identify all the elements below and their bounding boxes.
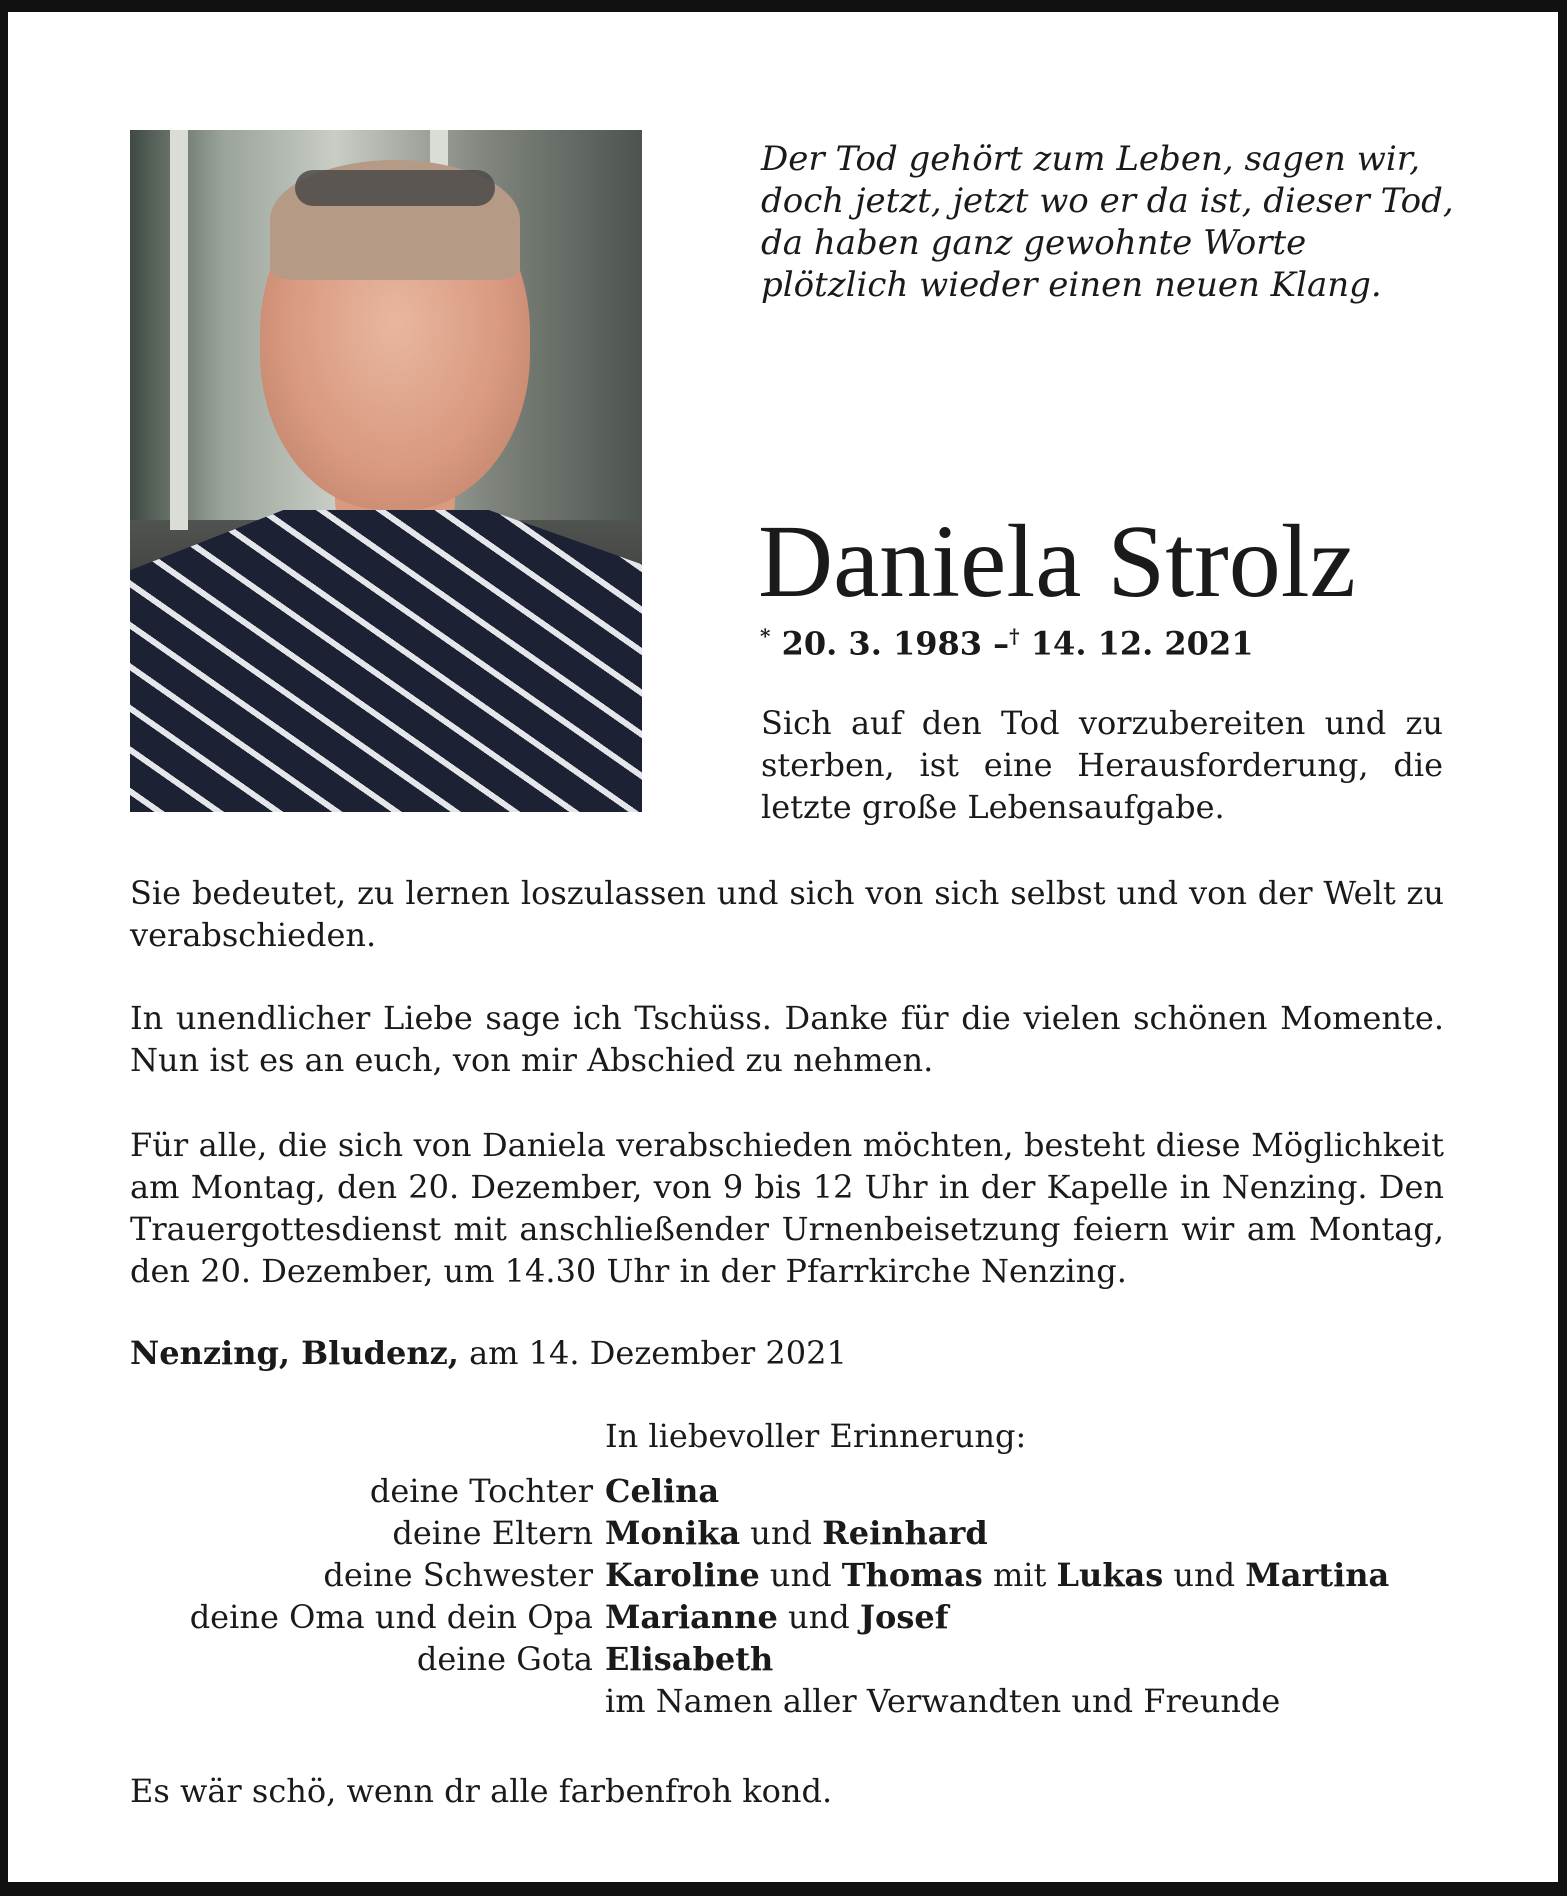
conjunction: mit (992, 1556, 1047, 1594)
birth-date: 20. 3. 1983 (781, 624, 983, 663)
photo-patterned-shirt (130, 510, 642, 812)
relation-label: deine Eltern (392, 1514, 593, 1552)
family-name: Monika (605, 1514, 741, 1552)
quote-line: doch jetzt, jetzt wo er da ist, dieser Tod, (761, 181, 1454, 221)
deceased-name: Daniela Strolz (758, 504, 1356, 619)
conjunction: und (750, 1514, 812, 1552)
quote-line: Der Tod gehört zum Leben, sagen wir, (761, 139, 1421, 179)
family-name: Thomas (841, 1556, 983, 1594)
death-date: 14. 12. 2021 (1030, 624, 1254, 663)
place-and-date (130, 1334, 847, 1372)
relation-names (605, 1556, 1389, 1594)
conjunction: und (1173, 1556, 1236, 1594)
family-row-grosseltern (130, 1598, 1460, 1640)
family-list (130, 1472, 1460, 1724)
family-row-tochter (130, 1472, 1460, 1514)
quote-line: plötzlich wieder einen neuen Klang. (761, 265, 1382, 305)
relation-names (605, 1640, 773, 1678)
family-name: Elisabeth (605, 1640, 774, 1678)
obituary-page (8, 12, 1558, 1882)
family-name: Martina (1245, 1556, 1390, 1594)
portrait-photo (130, 130, 642, 812)
photo-sunglasses (295, 170, 495, 206)
family-row-schwester (130, 1556, 1460, 1598)
family-name: Reinhard (822, 1514, 988, 1552)
relation-names (605, 1598, 948, 1636)
conjunction: und (787, 1598, 850, 1636)
memory-heading: In liebevoller Erinnerung: (605, 1417, 1027, 1455)
closing-line: Es wär schö, wenn dr alle farbenfroh kond. (130, 1772, 833, 1810)
life-dates (760, 624, 1253, 663)
family-row-others (130, 1682, 1460, 1724)
quote-line: da haben ganz gewohnte Worte (761, 223, 1307, 263)
family-name: Josef (859, 1598, 949, 1636)
family-name: Marianne (605, 1598, 778, 1636)
relation-names (605, 1514, 988, 1552)
relation-names (605, 1472, 719, 1510)
paragraph-letting-go: Sie bedeutet, zu lernen loszulassen und sich von sich selbst und von der Welt zu verabschieden. (130, 874, 1444, 954)
photo-window-frame (170, 130, 188, 530)
family-row-eltern (130, 1514, 1460, 1556)
family-name: Karoline (605, 1556, 760, 1594)
intro-paragraph: Sich auf den Tod vorzubereiten und zu sterben, ist eine Herausforderung, die letzte große Lebensaufgabe. (761, 704, 1443, 826)
notice-date: am 14. Dezember 2021 (469, 1334, 847, 1372)
family-row-gota (130, 1640, 1460, 1682)
relation-label: deine Tochter (369, 1472, 593, 1510)
relation-label: deine Schwester (323, 1556, 593, 1594)
family-name: Celina (605, 1472, 720, 1510)
family-name: Lukas (1056, 1556, 1164, 1594)
others-line: im Namen aller Verwandten und Freunde (605, 1682, 1281, 1720)
conjunction: und (769, 1556, 832, 1594)
birth-symbol: * (760, 624, 771, 648)
towns: Nenzing, Bludenz, (130, 1334, 459, 1372)
relation-label: deine Gota (416, 1640, 593, 1678)
date-dash: – (993, 624, 1010, 663)
paragraph-service-info: Für alle, die sich von Daniela verabschieden möchten, besteht diese Möglichkeit am Montag, den 20. Dezember, von 9 bis 12 Uhr in der Kapelle in Nenzing. Den Trauergottesdienst mit anschließender Urnenbeisetzung feiern wir am Montag, den 20. Dezember, um 14.30 Uhr in der Pfarrkirche Nenzing. (130, 1126, 1444, 1290)
paragraph-farewell: In unendlicher Liebe sage ich Tschüss. Danke für die vielen schönen Momente. Nun ist es an euch, von mir Abschied zu nehmen. (130, 999, 1444, 1079)
death-symbol: † (1009, 624, 1020, 648)
opening-quote (761, 138, 1454, 306)
relation-label: deine Oma und dein Opa (189, 1598, 593, 1636)
